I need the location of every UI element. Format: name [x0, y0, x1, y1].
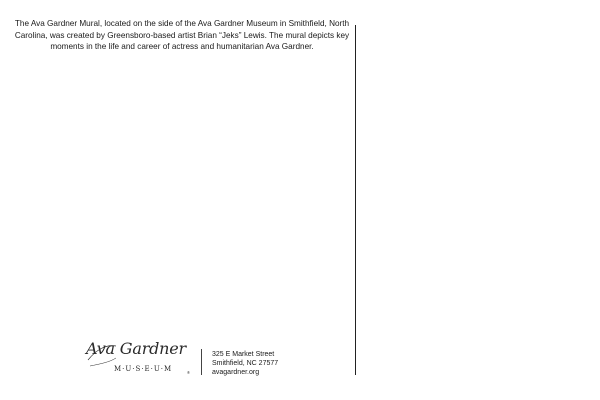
- mural-description: The Ava Gardner Mural, located on the side of the Ava Gardner Museum in Smithfield, North Carolina, was created by Greensboro-based artist Brian “Jeks” Lewis. The mural depicts key moments in the life and career of actress and humanitarian Ava Gardner.: [14, 19, 350, 52]
- logo-address-divider: [201, 349, 202, 375]
- logo-museum-wordmark: M·U·S·E·U·M: [114, 365, 173, 373]
- registered-mark: ®: [187, 370, 190, 375]
- ava-gardner-museum-logo: [86, 340, 196, 380]
- postcard-center-divider: [355, 25, 356, 375]
- address-city-state-zip: Smithfield, NC 27577: [212, 360, 279, 367]
- museum-address-block: [212, 350, 278, 377]
- logo-script-wordmark: Ava Gardner: [86, 339, 187, 358]
- website-link[interactable]: avagardner.org: [212, 369, 260, 376]
- address-street: 325 E Market Street: [212, 351, 275, 358]
